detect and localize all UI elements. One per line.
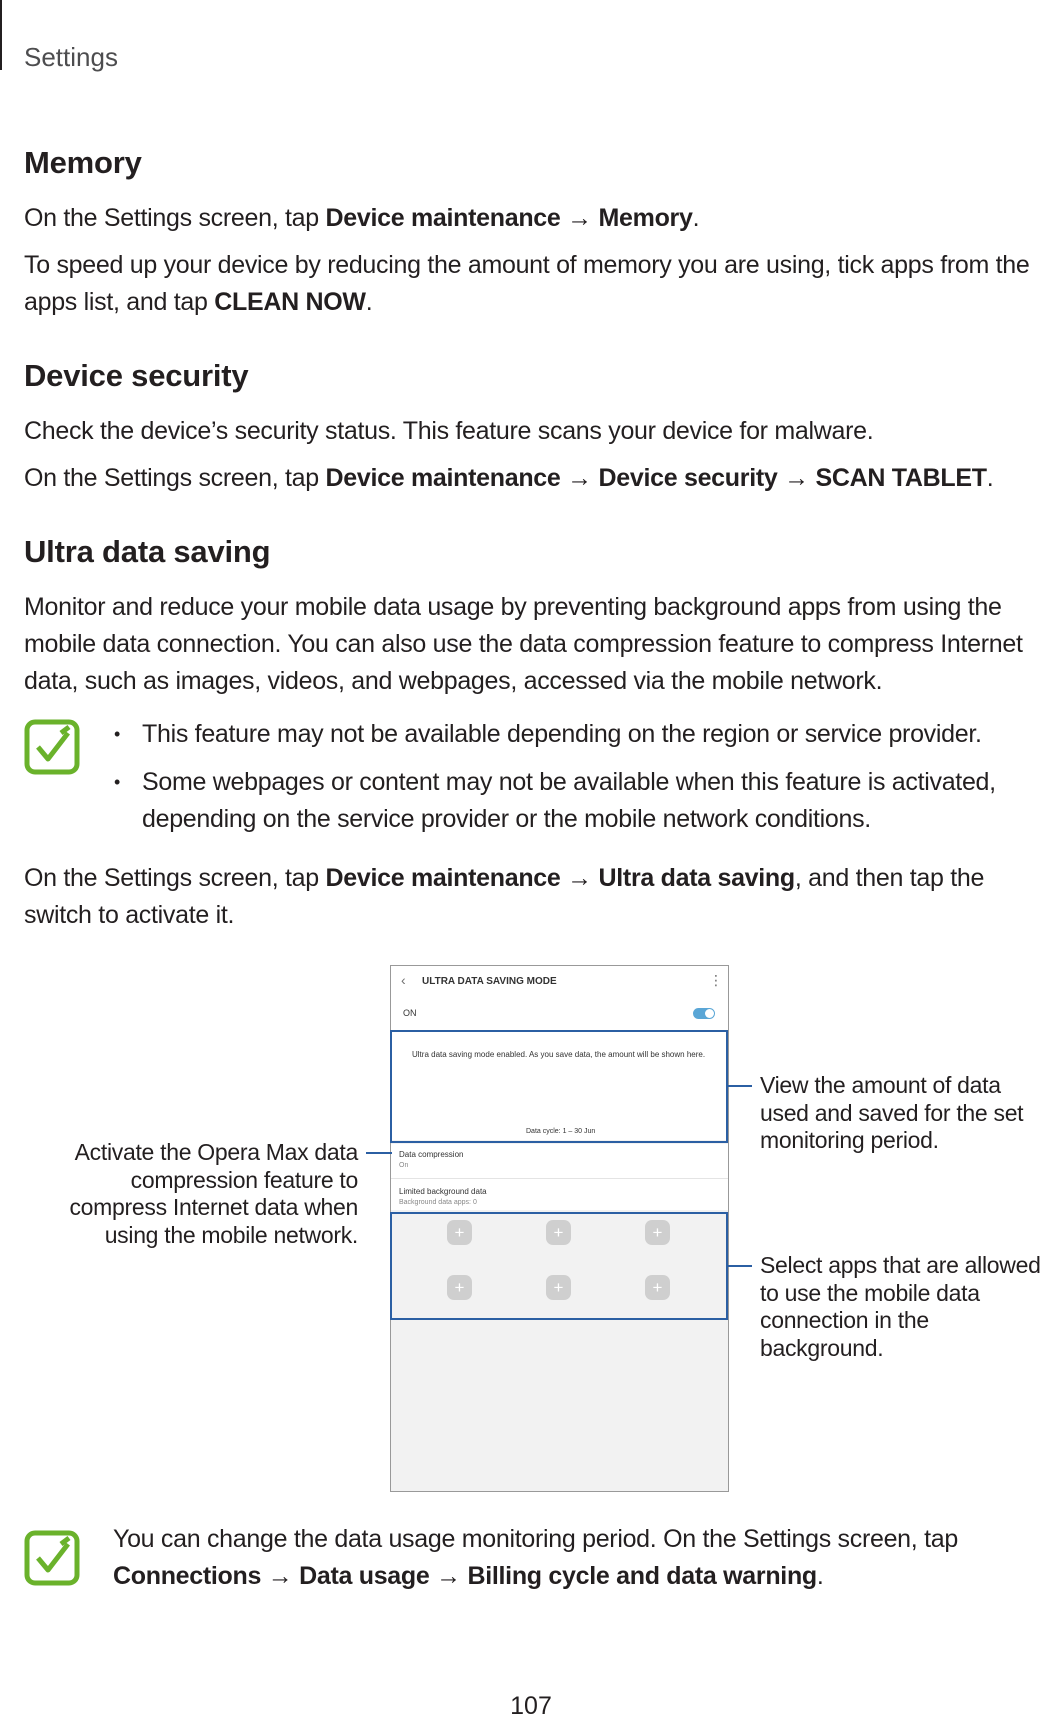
add-app-button: + bbox=[645, 1275, 670, 1300]
add-app-button: + bbox=[447, 1275, 472, 1300]
add-app-button: + bbox=[447, 1220, 472, 1245]
ultra-data-saving-switch bbox=[693, 1008, 715, 1019]
add-app-button: + bbox=[546, 1220, 571, 1245]
data-usage-highlight bbox=[390, 1030, 728, 1143]
callout-data-usage: View the amount of data used and saved for the set monitoring period. bbox=[760, 1072, 1024, 1153]
more-options-icon: ⋮ bbox=[709, 972, 723, 988]
note-icon bbox=[24, 1530, 80, 1586]
note-list bbox=[112, 716, 1052, 849]
ultra-data-saving-heading: Ultra data saving bbox=[24, 534, 271, 569]
note-item: • Some webpages or content may not be available when this feature is activated, depending on the service provider or the mobile network conditions. bbox=[112, 764, 1052, 838]
running-head: Settings bbox=[24, 42, 118, 72]
screen-title: ULTRA DATA SAVING MODE bbox=[422, 976, 557, 987]
ultra-data-saving-instructions: On the Settings screen, tap Device maintenance → Ultra data saving, and then tap the switch to activate it. bbox=[24, 864, 985, 929]
callout-line bbox=[726, 1265, 752, 1267]
callout-line bbox=[726, 1085, 752, 1087]
data-cycle-label: Data cycle: 1 – 30 Jun bbox=[526, 1128, 596, 1135]
row-divider bbox=[391, 1178, 728, 1179]
data-compression-title: Data compression bbox=[399, 1150, 464, 1159]
memory-paragraph-2: To speed up your device by reducing the amount of memory you are using, tick apps from the apps list, and tap CLEAN NOW. bbox=[24, 251, 1030, 316]
add-app-button: + bbox=[645, 1220, 670, 1245]
add-app-button: + bbox=[546, 1275, 571, 1300]
on-label: ON bbox=[403, 1008, 417, 1018]
data-compression-status: On bbox=[399, 1162, 409, 1169]
memory-paragraph-1: On the Settings screen, tap Device maintenance → Memory. bbox=[24, 204, 700, 232]
limited-background-data-title: Limited background data bbox=[399, 1187, 487, 1196]
limited-background-data-status: Background data apps: 0 bbox=[399, 1199, 477, 1206]
margin-rule bbox=[0, 0, 2, 70]
memory-heading: Memory bbox=[24, 145, 142, 180]
page-number: 107 bbox=[510, 1692, 552, 1720]
callout-line bbox=[366, 1152, 392, 1154]
callout-background-apps: Select apps that are allowed to use the mobile data connection in the background. bbox=[760, 1252, 1041, 1361]
background-apps-highlight bbox=[390, 1212, 728, 1320]
device-security-paragraph-2: On the Settings screen, tap Device maintenance → Device security → SCAN TABLET. bbox=[24, 464, 994, 492]
device-security-paragraph-1: Check the device’s security status. This feature scans your device for malware. bbox=[24, 417, 874, 445]
tip-paragraph: You can change the data usage monitoring period. On the Settings screen, tap Connections → Data usage → Billing cycle and data warning. bbox=[113, 1525, 958, 1590]
ultra-data-saving-paragraph: Monitor and reduce your mobile data usage by preventing background apps from using the mobile data connection. You can also use the data compression feature to compress Internet data, such as images, videos, and webpages, accessed via the mobile network. bbox=[24, 593, 1023, 695]
callout-data-compression: Activate the Opera Max data compression feature to compress Internet data when using the mobile network. bbox=[69, 1139, 358, 1248]
note-icon bbox=[24, 719, 80, 775]
back-icon: ‹ bbox=[401, 972, 406, 988]
savings-message: Ultra data saving mode enabled. As you save data, the amount will be shown here. bbox=[412, 1050, 706, 1059]
note-item: • This feature may not be available depending on the region or service provider. bbox=[112, 716, 1052, 753]
device-security-heading: Device security bbox=[24, 358, 249, 393]
